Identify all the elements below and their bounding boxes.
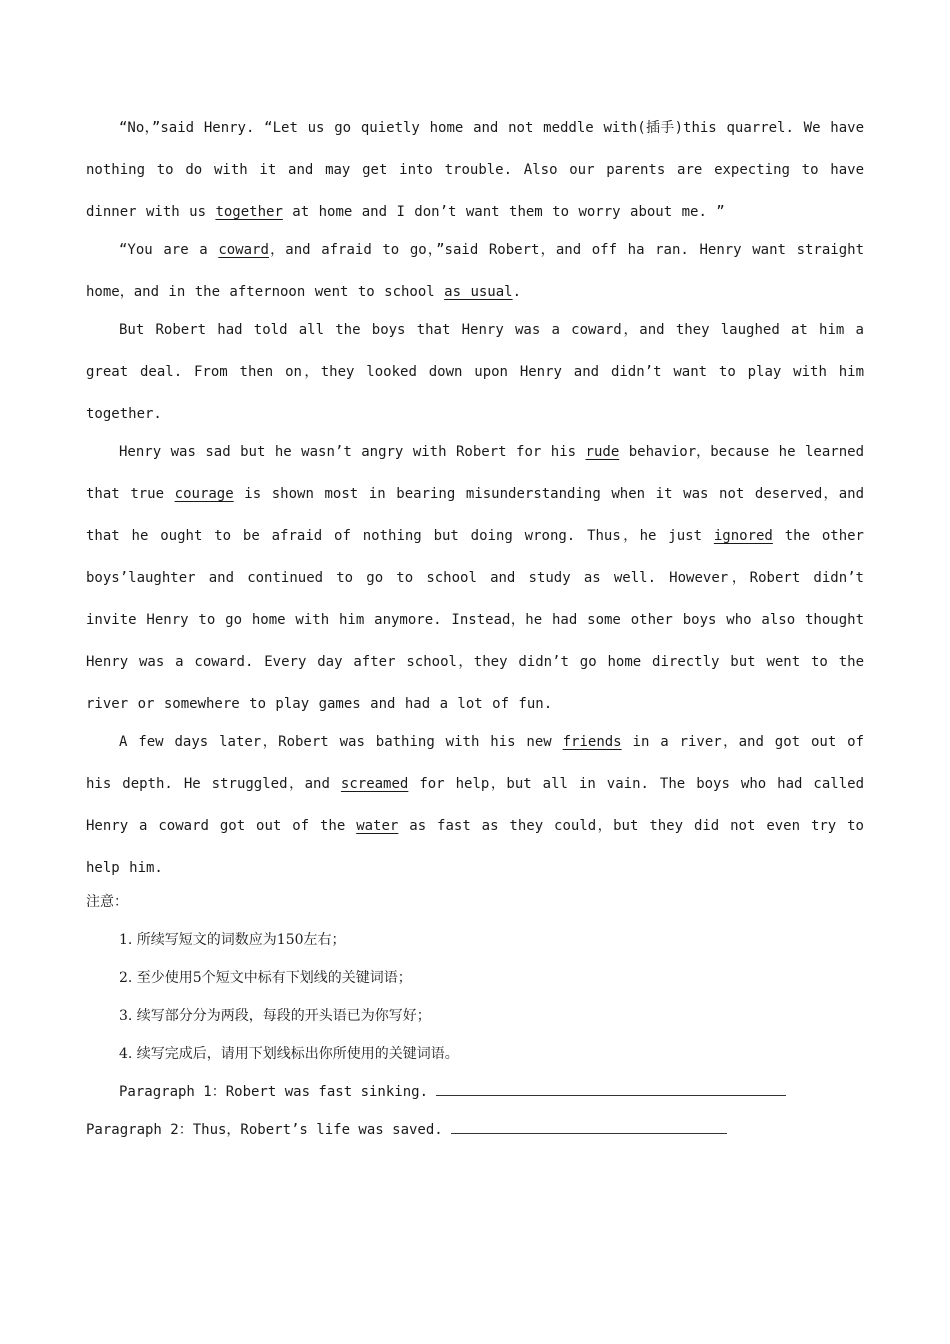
key-word-underlined: water bbox=[356, 818, 399, 834]
paragraph-1-prompt bbox=[86, 1073, 864, 1111]
paragraph-text: in a river，and got out of his depth. He struggled，and bbox=[86, 734, 865, 792]
key-word-underlined: ignored bbox=[713, 528, 773, 544]
paragraph-text: as fast as they could，but they did not even try to help him. bbox=[86, 818, 864, 876]
paragraph-2-answer-blank[interactable] bbox=[451, 1119, 727, 1134]
story-paragraph-4 bbox=[86, 431, 864, 725]
key-word-underlined: friends bbox=[562, 734, 622, 750]
key-word-underlined: courage bbox=[174, 486, 234, 502]
paragraph-text: is shown most in bearing misunderstanding when it was not deserved，and that he ought to be afraid of nothing but doing wrong. Thus，he just bbox=[86, 486, 864, 544]
story-paragraph-5 bbox=[86, 721, 864, 889]
document-page bbox=[86, 107, 864, 1149]
paragraph-text: “No，”said Henry. “Let us go quietly home and not meddle with(插手)this quarrel. We have nothing to do with it and may get into trouble. Also our parents are expecting to have dinner with us bbox=[86, 120, 864, 220]
paragraph-text: ，and afraid to go，”said Robert，and off ha ran. Henry want straight home，and in the afternoon went to school bbox=[86, 242, 865, 300]
note-item-2: 2. 至少使用5个短文中标有下划线的关键词语； bbox=[119, 970, 412, 986]
key-word-underlined: rude bbox=[585, 444, 620, 460]
key-word-underlined: coward bbox=[218, 242, 269, 258]
key-word-underlined: together bbox=[215, 204, 283, 220]
paragraph-text: Henry was sad but he wasn’t angry with Robert for his bbox=[119, 444, 586, 460]
story-paragraph-1 bbox=[86, 107, 864, 233]
story-text bbox=[86, 107, 864, 889]
paragraph-text: A few days later，Robert was bathing with his new bbox=[119, 734, 563, 750]
paragraph-1-answer-blank[interactable] bbox=[436, 1081, 786, 1096]
key-word-underlined: screamed bbox=[340, 776, 409, 792]
note-item-1: 1. 所续写短文的词数应为150左右； bbox=[119, 932, 346, 948]
note-item-3: 3. 续写部分分为两段，每段的开头语已为你写好； bbox=[119, 1008, 431, 1024]
paragraph-2-prompt bbox=[86, 1111, 864, 1149]
notes-section bbox=[86, 883, 864, 1073]
paragraph-text: for help，but all in vain. The boys who had called Henry a coward got out of the bbox=[86, 776, 864, 834]
paragraph-text: . bbox=[512, 284, 522, 300]
story-paragraph-2 bbox=[86, 229, 864, 313]
paragraph-text: the other boys’laughter and continued to go to school and study as well. However，Robert didn’t invite Henry to go home with him anymore. Instead，he had some other boys who also thought Henry was a coward. Every day after school，they didn’t go home directly but went to the river or somewhere to play games and had a lot of fun. bbox=[86, 528, 864, 712]
story-paragraph-3 bbox=[86, 309, 864, 435]
paragraph-text: But Robert had told all the boys that Henry was a coward，and they laughed at him a great deal. From then on，they looked down upon Henry and didn’t want to play with him together. bbox=[86, 322, 864, 422]
paragraph-2-opening: Paragraph 2：Thus，Robert’s life was saved. bbox=[86, 1122, 452, 1138]
paragraph-text: behavior，because he learned that true bbox=[86, 444, 864, 502]
paragraph-text: “You are a bbox=[119, 242, 219, 258]
paragraph-text: at home and I don’t want them to worry about me. ” bbox=[282, 204, 725, 220]
paragraph-1-opening: Paragraph 1：Robert was fast sinking. bbox=[119, 1084, 437, 1100]
notes-title: 注意： bbox=[86, 894, 128, 910]
key-word-underlined: as usual bbox=[444, 284, 513, 300]
note-item-4: 4. 续写完成后，请用下划线标出你所使用的关键词语。 bbox=[119, 1046, 459, 1062]
